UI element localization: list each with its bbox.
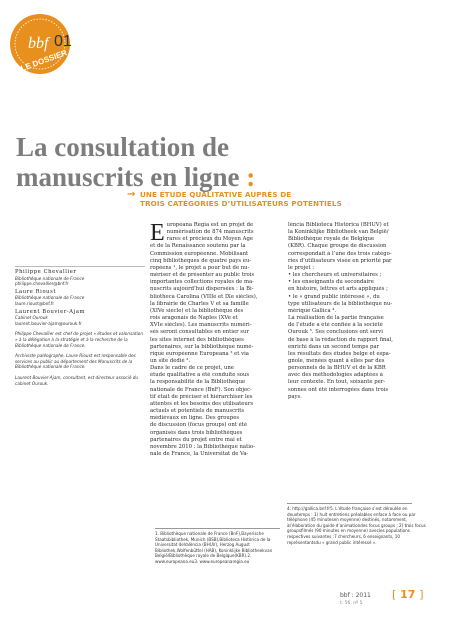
- subtitle-line-1: UNE ÉTUDE QUALITATIVE AUPRÈS DE: [140, 190, 292, 199]
- page-title-colon: :: [239, 162, 256, 192]
- author-email[interactable]: laurent.bouvier-ajam@ourouk.fr: [15, 320, 82, 326]
- author-block: [15, 290, 145, 307]
- body-text-line: rois aragonais de Naples (XVe et: [150, 315, 238, 322]
- footnote-line: Biblioteca Històrica de la Universitat de: [155, 536, 271, 548]
- article-subtitle: [127, 189, 440, 208]
- author-name: Philippe Chevallier: [15, 269, 77, 275]
- body-text-line: cinq bibliothèques de quatre pays eu-: [150, 257, 252, 264]
- body-text-line: Ourouk ⁵. Ses conclusions ont servi: [288, 329, 383, 336]
- body-text-line: rique européenne Europeana ² et via: [150, 350, 249, 357]
- footnote-line: temps : 1) huit entretiens préalables en: [297, 511, 379, 517]
- author-email[interactable]: philippe.chevallier@bnf.fr: [15, 281, 69, 287]
- body-text-line: • les enseignants du secondaire: [288, 279, 374, 286]
- page-title-line-2: [16, 162, 436, 192]
- body-text-line: un site dédié ³.: [150, 357, 191, 364]
- body-text-line: numérisation de 874 manuscrits: [166, 229, 254, 236]
- body-text-line: les résultats des études belge et espa-: [288, 350, 391, 357]
- footnote-line: 1. Bibliothèque nationale de France (BnF),: [155, 531, 242, 536]
- author-block: [15, 310, 145, 327]
- body-text-line: lència Biblioteca Històrica (BHUV) et: [288, 222, 389, 228]
- footnote-line: Bayerische Staatsbibliothek, Munich (BSB),: [155, 531, 264, 542]
- footnote-line: des focus groups ; 2) trois focus groups: [287, 522, 426, 534]
- body-text-line: nuscrits aujourd’hui dispersées : la Bi-: [150, 286, 254, 293]
- author-affiliation: Cabinet Ourouk: [15, 315, 48, 321]
- body-text-line: organisés dans trois bibliothèques: [150, 429, 243, 436]
- author-bio: Laurent Bouvier-Ajam, consultant, est directeur associé du cabinet Ourouk.: [15, 374, 139, 386]
- footnote-line: 5. L’étude française s’est déroulée en deux: [287, 506, 408, 517]
- body-text-line: (XIVe siècle) et la bibliothèque des: [150, 307, 244, 314]
- bracket-close: ]: [419, 588, 424, 601]
- dossier-badge-icon: [6, 8, 78, 80]
- body-text-line: sonnes ont été interrogées dans trois: [288, 386, 389, 393]
- badge-logo-text: bbf: [28, 35, 49, 52]
- footnote-line: face à face ou par téléphone (45 minutes: [287, 511, 416, 523]
- badge-label: LE DOSSIER: [19, 48, 69, 74]
- footnote-line: 4. http://gallica.bnf.fr: [287, 506, 331, 511]
- body-text-line: gnole, menées quant à elles par des: [288, 357, 385, 364]
- page-title-line-2-text: manuscrits en ligne: [16, 162, 240, 192]
- body-text-line: de discussion (focus groups) ont été: [150, 422, 247, 429]
- body-column-2: [288, 222, 428, 401]
- body-text-line: les sites internet des bibliothèques: [150, 336, 244, 343]
- body-text-line: la Koninklijke Bibliotheek van België/: [288, 229, 389, 236]
- body-text-line: tif était de préciser et hiérarchiser les: [150, 393, 253, 400]
- footnote-divider: [155, 528, 280, 529]
- page-title-line-1: La consultation de: [16, 132, 230, 162]
- footnote-divider: [287, 503, 412, 504]
- author-bio: Philippe Chevallier est chef de projet « études et valorisation » à la délégation à la stratégie et à la recherche de la Bibliothèque nationale de France.: [15, 331, 144, 348]
- body-text-line: rares et précieux du Moyen Âge: [166, 236, 253, 243]
- body-text-line: médiévaux en ligne. Des groupes: [150, 415, 240, 422]
- body-text-line: personnels de la BHUV et de la KBR: [288, 365, 386, 372]
- footnote-line: les populations respectives suivantes :: [287, 528, 410, 539]
- body-text-line: La réalisation de la partie française: [288, 315, 384, 322]
- author-affiliation: Bibliothèque nationale de France: [15, 275, 85, 281]
- footnotes-left: [155, 531, 285, 565]
- body-text-line: novembre 2010 : la Bibliothèque natio-: [150, 443, 255, 450]
- author-affiliation: Bibliothèque nationale de France: [15, 295, 85, 301]
- author-bio: Archiviste paléographe, Laure Rioust est responsable des services au public au département des Manuscrits de la Bibliothèque nationale de France.: [15, 353, 136, 370]
- arrow-right-icon: →: [127, 189, 136, 200]
- footnote-line: 2. www.europeana.eu: [155, 553, 252, 564]
- body-text-line: (KBR). Chaque groupe de discussion: [288, 243, 387, 250]
- footnote-line: filmés (90 minutes en moyenne) avec: [301, 528, 379, 534]
- body-text-line: bliotheca Carolina (VIIIe et IXe siècles),: [150, 293, 258, 300]
- footnotes-right: [287, 506, 427, 545]
- dossier-badge: [6, 8, 78, 80]
- body-text-line: le projet :: [288, 264, 314, 271]
- footnote-line: van België/Bibliothèque royale de Belgique: [155, 547, 273, 559]
- body-text-line: ries d’utilisateurs visée en priorité par: [288, 257, 392, 264]
- body-text-line: Bibliothèque royale de Belgique: [288, 236, 375, 243]
- page-number: [392, 588, 424, 601]
- authors-divider: [15, 266, 145, 267]
- body-text-line: la responsabilité de la Bibliothèque: [150, 379, 246, 386]
- page-title: [16, 132, 436, 192]
- body-text-line: uropeana Regia est un projet de: [166, 222, 254, 228]
- author-email[interactable]: laure.rioust@bnf.fr: [15, 300, 55, 306]
- body-text-line: la librairie de Charles V et sa famille: [150, 300, 249, 307]
- page-number-value: 17: [400, 588, 416, 601]
- body-text-line: Dans le cadre de ce projet, une: [150, 365, 234, 372]
- footnote-line: 7 chercheurs, 6 enseignants, 10 représentants: [287, 533, 400, 545]
- author-name: Laurent Bouvier-Ajam: [15, 308, 86, 315]
- body-text-line: et de la Renaissance soutenu par la: [150, 243, 246, 250]
- badge-number: 01: [54, 33, 72, 50]
- author-block: [15, 270, 145, 287]
- body-text-line: ropéens ¹, le projet a pour but de nu-: [150, 264, 250, 271]
- body-text-line: mérique Gallica ⁴.: [288, 307, 337, 314]
- author-name: Laure Rioust: [15, 288, 57, 295]
- body-text-line: en histoire, lettres et arts appliqués ;: [288, 286, 388, 293]
- body-text-line: partenaires, sur la bibliothèque numé-: [150, 343, 254, 350]
- footnote-line: Wolfenbüttel (HAB), Koninklijke Bibliotheek: [176, 547, 265, 553]
- subtitle-line-2: TROIS CATÉGORIES D’UTILISATEURS POTENTIELS: [140, 199, 342, 208]
- journal-issue: t. 56, nº 5: [340, 601, 363, 606]
- body-column-2-text: [288, 222, 428, 401]
- body-text-line: nale de France, la Universitat de Va-: [150, 451, 249, 457]
- footnote-line: València (BHUV), Herzog August Bibliothek,: [155, 542, 250, 553]
- journal-name: bbf : 2011: [340, 592, 371, 599]
- body-text-line: Commission européenne. Mobilisant: [150, 250, 249, 257]
- body-text-line: • le « grand public intéressé », du: [288, 293, 380, 300]
- bracket-open: [: [392, 588, 397, 601]
- footnote-line: l’élaboration du guide d’animation: [289, 522, 361, 528]
- body-text-line: étude qualitative a été conduite sous: [150, 372, 250, 379]
- footnote-line: (KBR).: [234, 553, 248, 559]
- body-text-line: nationale de France (BnF). Son objec-: [150, 386, 252, 393]
- body-text-line: pays.: [288, 393, 302, 400]
- footnote-line: du « grand public intéressé ».: [315, 539, 377, 545]
- body-text-line: XVIe siècles). Les manuscrits numéri-: [150, 322, 252, 329]
- body-text-line: avec des méthodologies adaptées à: [288, 372, 383, 379]
- body-text-line: leur contexte. En tout, soixante per-: [288, 379, 386, 386]
- body-text-line: partenaires du projet entre mai et: [150, 436, 242, 443]
- body-column-1-text: [150, 222, 280, 458]
- body-column-1: [150, 222, 280, 458]
- body-text-line: sés seront consultables en entier sur: [150, 329, 249, 336]
- body-text-line: • les chercheurs et universitaires ;: [288, 272, 382, 279]
- body-text-line: attentes et les besoins des utilisateurs: [150, 400, 254, 407]
- body-text-line: type utilisateurs de la bibliothèque nu-: [288, 300, 393, 307]
- body-text-line: de l’étude a été confiée à la société: [288, 322, 383, 329]
- body-text-line: mériser et de présenter au public trois: [150, 272, 255, 279]
- authors-sidebar: [15, 266, 145, 386]
- body-text-line: importantes collections royales de ma-: [150, 279, 254, 286]
- body-text-line: actuels et potentiels de manuscrits: [150, 408, 245, 415]
- body-text-line: enrichi dans un second temps par: [288, 343, 380, 350]
- footnote-line: 3. www.europeanaregia.eu: [194, 558, 250, 564]
- footnote-line: en moyenne) destinés, notamment, à: [287, 517, 408, 528]
- body-text-line: de base à la rédaction du rapport final,: [288, 336, 393, 343]
- body-text-line: correspondait à l’une des trois catégo-: [288, 250, 392, 257]
- drop-cap: E: [150, 220, 165, 246]
